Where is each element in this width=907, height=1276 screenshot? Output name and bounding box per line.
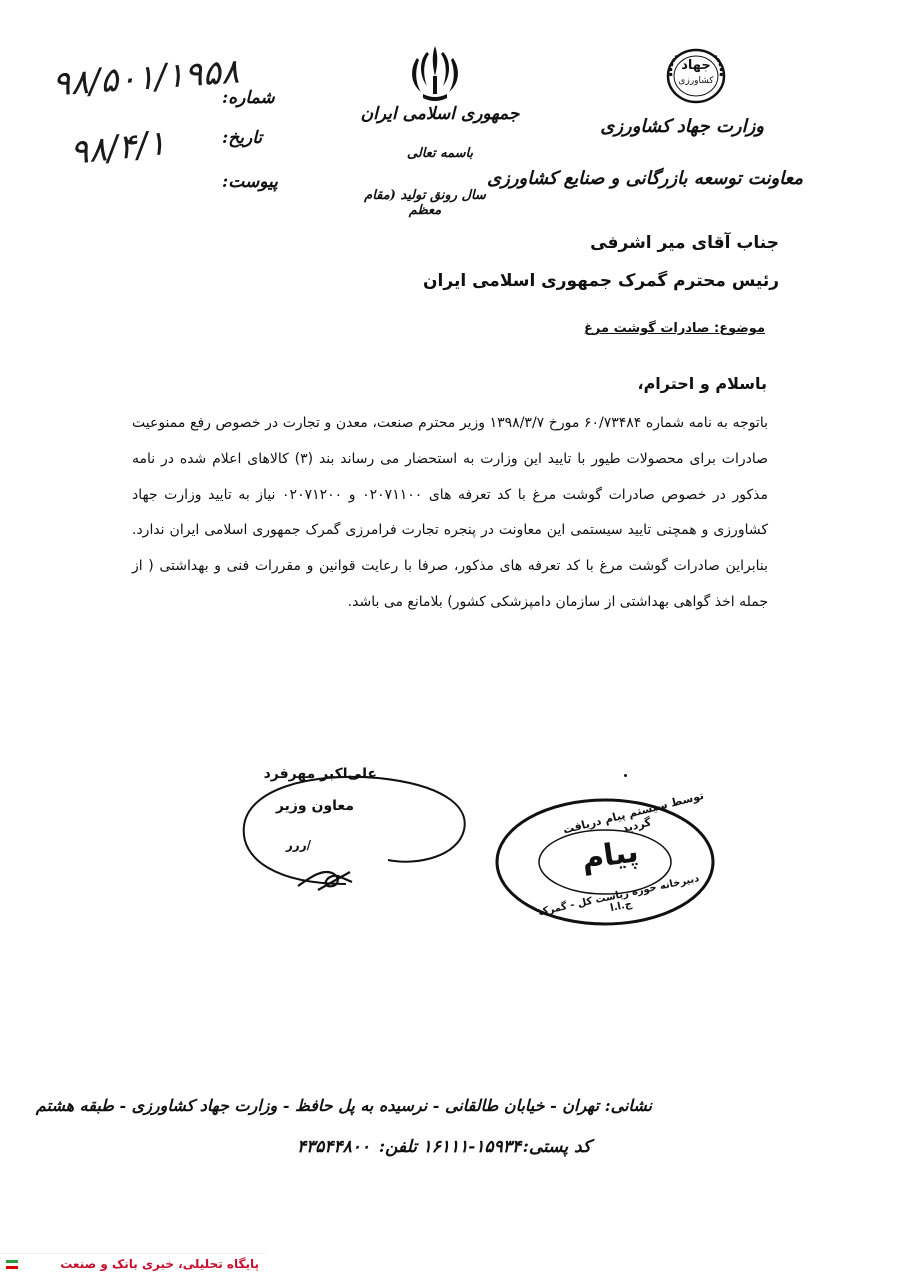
- footer-address: نشانی: تهران - خیابان طالقانی - نرسیده به پل حافظ - وزارت جهاد کشاورزی - طبقه هشتم: [35, 1096, 652, 1115]
- invocation: باسمه تعالی: [406, 146, 474, 161]
- logo-text-bottom: کشاورزی: [678, 76, 714, 86]
- date-value: ۹۸/۴/۱: [68, 123, 168, 173]
- watermark-text: پایگاه تحلیلی، خبری بانک و صنعت: [60, 1257, 259, 1271]
- letter-body: باتوجه به نامه شماره ۶۰/۷۳۴۸۴ مورخ ۱۳۹۸/۳/۷ وزیر محترم صنعت، معدن و تجارت در خصوص رفع ممنوعیت صادرات برای محصولات طیور با تایید این وزارت به استحضار می رساند بند (۳) کالاهای اعلام شده در نامه مذکور در خصوص صادرات گوشت مرغ با کد تعرفه های ۰۲۰۷۱۱۰۰ و ۰۲۰۷۱۲۰۰ نیاز به تایید وزارت جهاد کشاورزی و همچنی تایید سیستمی این معاونت در پنجره تجارت فرامرزی گمرک جمهوری اسلامی ایران ندارد. بنابراین صادرات گوشت مرغ با کد تعرفه های مذکور، صرفا با رعایت قوانین و مقررات فنی و بهداشتی ( از جمله اخذ گواهی بهداشتی از سازمان دامپزشکی کشور) بلامانع می باشد.: [132, 415, 768, 610]
- ink-dot: [624, 774, 627, 777]
- stamp-main-text: پیام: [579, 834, 641, 877]
- stamp-bottom-text: دبیرخانه حوزه ریاست کل - گمرک ج.ا.ا: [537, 873, 701, 919]
- signature-loop: [238, 764, 478, 904]
- ministry-name: وزارت جهاد کشاورزی: [600, 116, 764, 137]
- site-watermark: [0, 1253, 265, 1276]
- watermark-flag-icon: [6, 1260, 18, 1269]
- footer-postal-code: ۱۶۱۱۱-۱۵۹۳۴: [422, 1137, 521, 1157]
- footer-phone-label: تلفن:: [378, 1137, 417, 1157]
- addressee-name: جناب آقای میر اشرفی: [590, 233, 779, 253]
- signature-initials: /ررر: [285, 838, 311, 852]
- attachment-label: پیوست:: [222, 172, 278, 192]
- logo-text-top: جهاد: [681, 58, 711, 73]
- signatory-name: علی‌اکبر مهرفرد: [263, 766, 377, 782]
- country-name: جمهوری اسلامی ایران: [360, 104, 520, 124]
- greeting: باسلام و احترام،: [637, 374, 767, 393]
- footer-postal-label: کد پستی:: [522, 1137, 591, 1157]
- stamp-outer-text: توسط سیستم پیام دریافت گردید: [561, 788, 706, 837]
- year-slogan: سال رونق تولید (مقام معظم: [364, 188, 486, 218]
- date-label: تاریخ:: [222, 128, 263, 148]
- department-name: معاونت توسعه بازرگانی و صنایع کشاورزی: [487, 168, 803, 189]
- number-value: ۹۸/۵۰۱/۱۹۵۸: [50, 51, 241, 105]
- signatory-role: معاون وزیر: [275, 798, 354, 814]
- footer-phone: ۴۳۵۴۴۸۰۰: [296, 1137, 370, 1157]
- iran-emblem-icon: [405, 42, 465, 104]
- subject-line: موضوع: صادرات گوشت مرغ: [584, 321, 765, 336]
- addressee-title: رئیس محترم گمرک جمهوری اسلامی ایران: [423, 271, 779, 291]
- number-label: شماره:: [222, 88, 275, 108]
